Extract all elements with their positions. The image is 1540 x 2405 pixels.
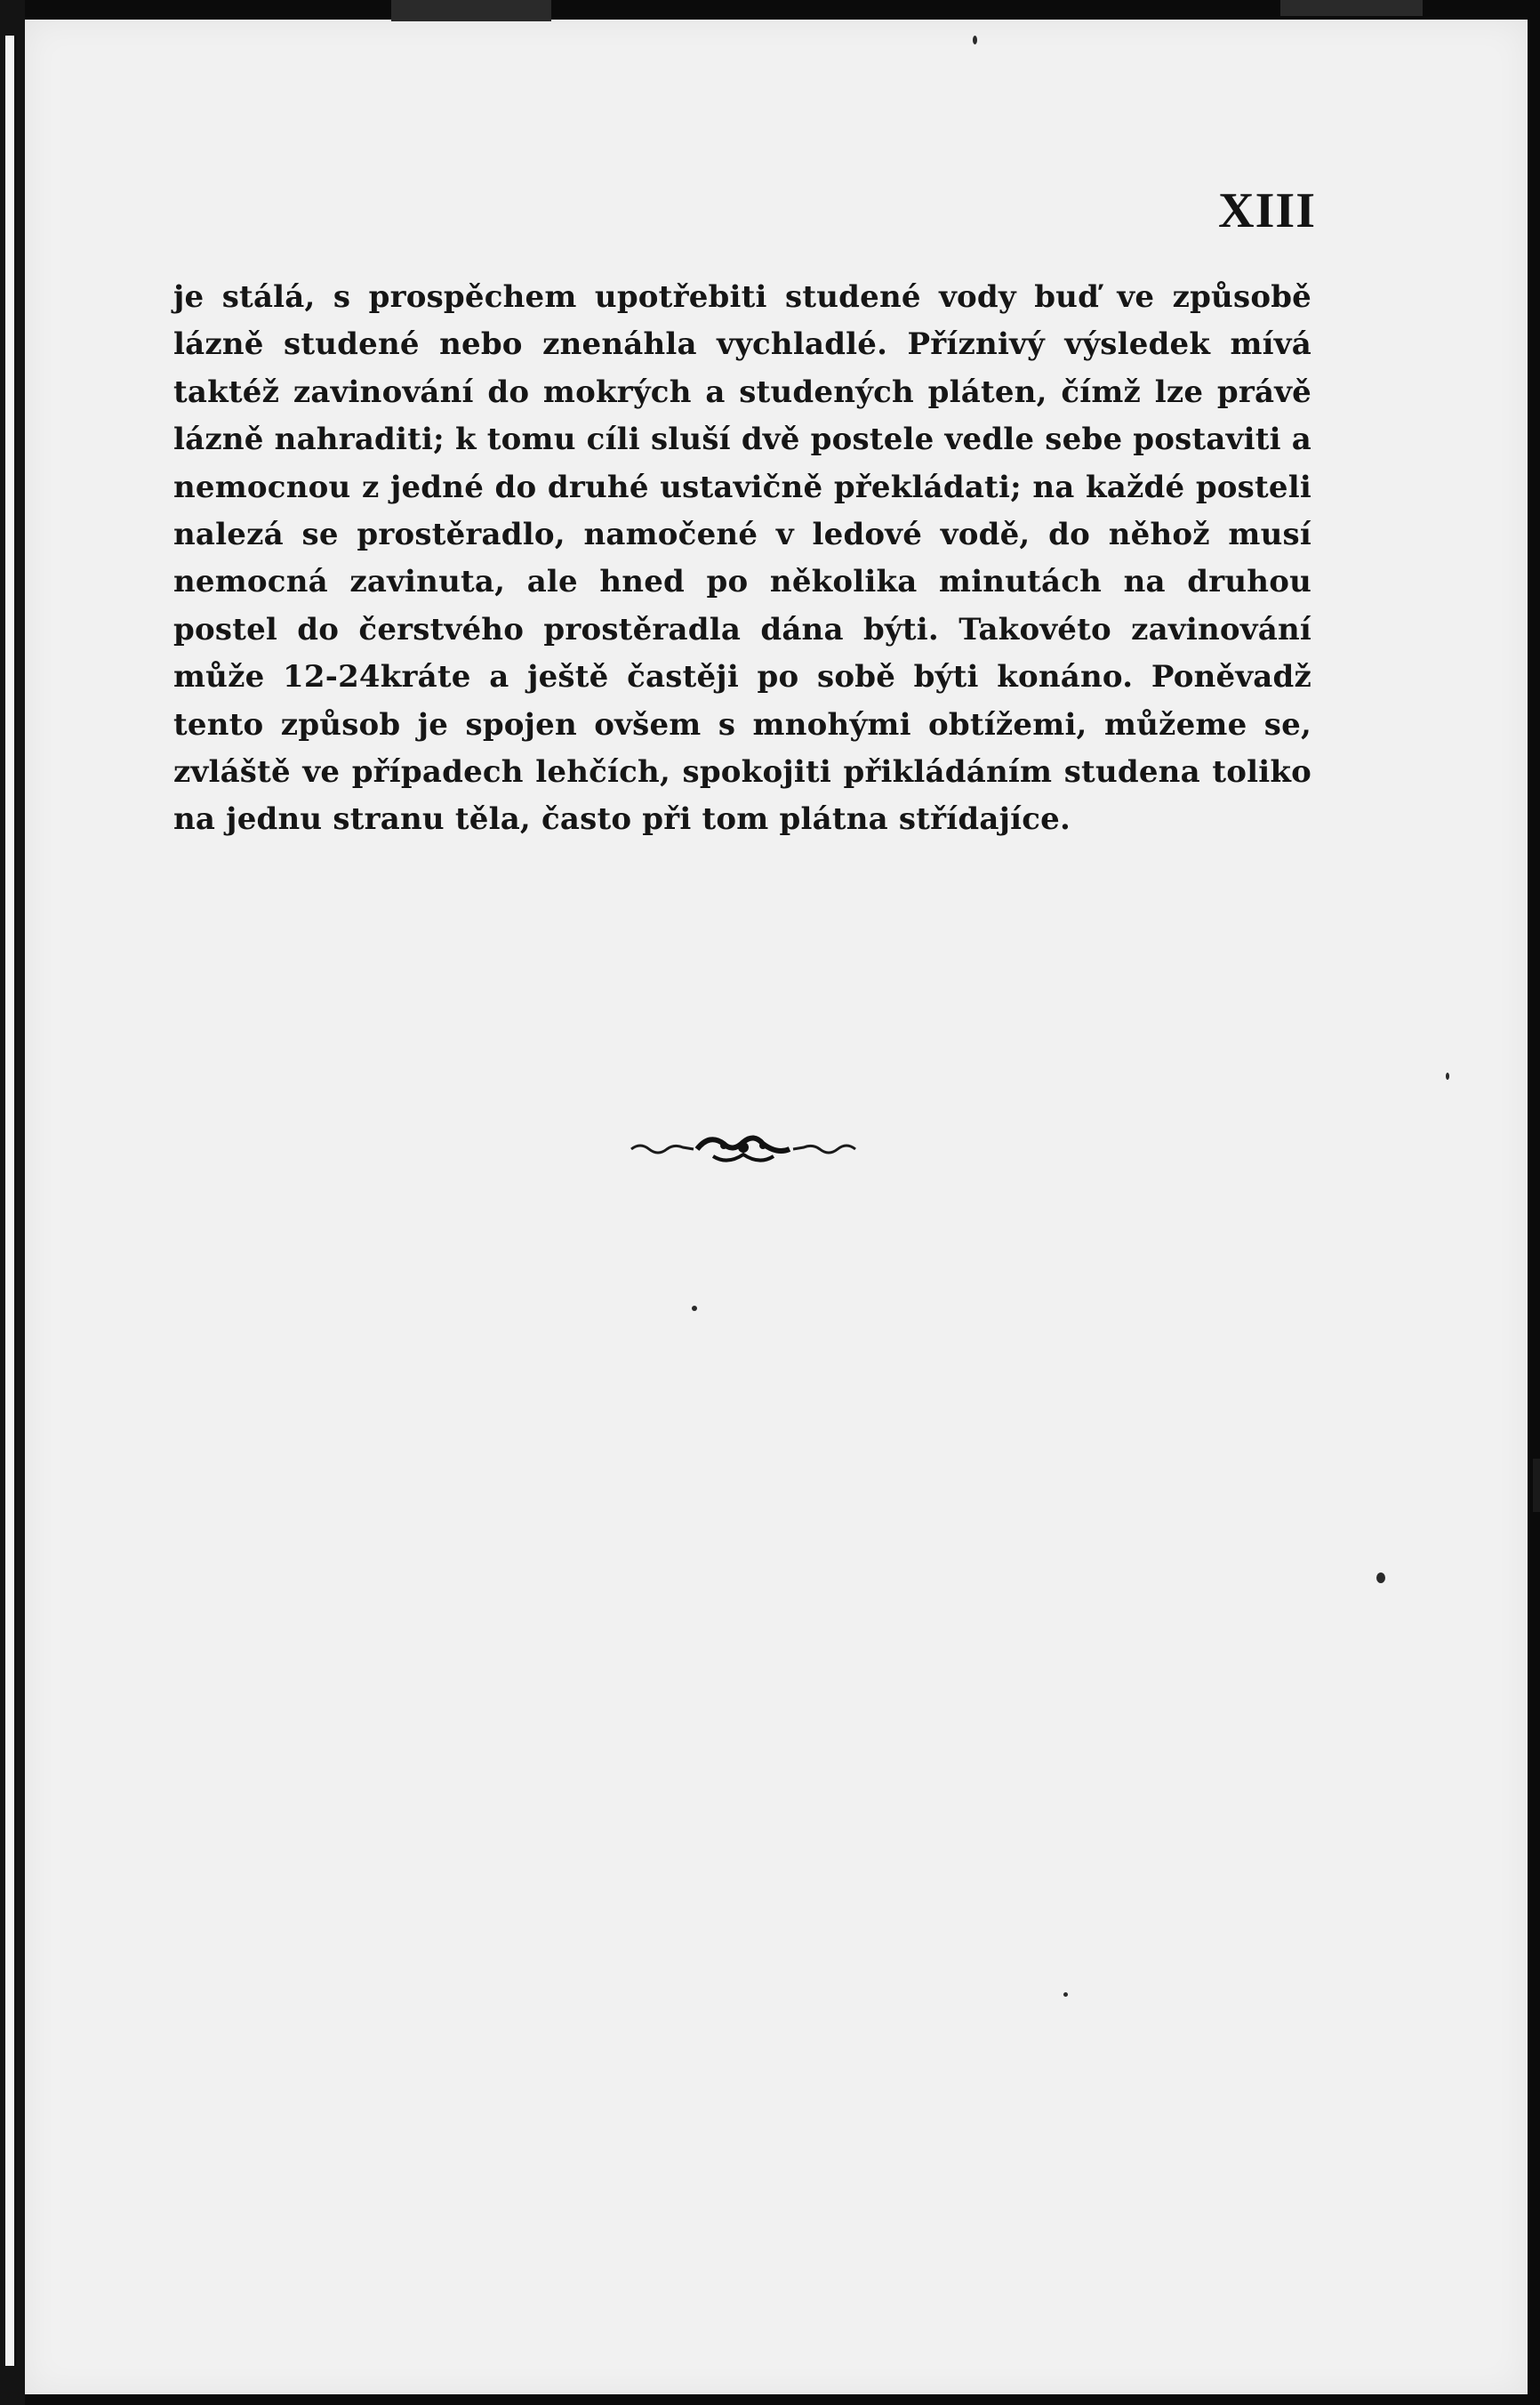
left-page-edge [0, 0, 25, 2405]
paper-speck [1446, 1073, 1449, 1080]
top-edge-mark [1280, 0, 1423, 16]
left-page-edge-paper [5, 36, 17, 2366]
ornament-divider-icon [628, 1126, 859, 1169]
page-number: XIII [1218, 183, 1316, 238]
top-edge-mark [391, 0, 551, 21]
right-edge-mark [1533, 1459, 1540, 1512]
paper-speck [1063, 1992, 1068, 1997]
body-paragraph: je stálá, s prospěchem upotřebiti studené vody buď ve způsobě lázně studené nebo znenáhla vychladlé. Příznivý výsledek mívá taktéž zavinování do mokrých a studených pláten, čímž lze právě lázně nahraditi; k tomu cíli sluší dvě postele vedle sebe postaviti a nemocnou z jedné do druhé ustavičně překládati; na každé posteli nalezá se prostěradlo, namočené v ledové vodě, do něhož musí nemocná zavinuta, ale hned po několika minutách na druhou postel do čerstvého prostěradla dána býti. Takovéto zavinování může 12-24kráte a ještě častěji po sobě býti konáno. Poněvadž tento způsob je spojen ovšem s mnohými obtížemi, můžeme se, zvláště ve případech lehčích, spokojiti přikládáním studena toliko na jednu stranu těla, často při tom plátna střídajíce. [173, 279, 1311, 838]
paper-speck [692, 1306, 697, 1311]
paper-speck [973, 36, 977, 44]
paper-speck [1376, 1572, 1385, 1583]
